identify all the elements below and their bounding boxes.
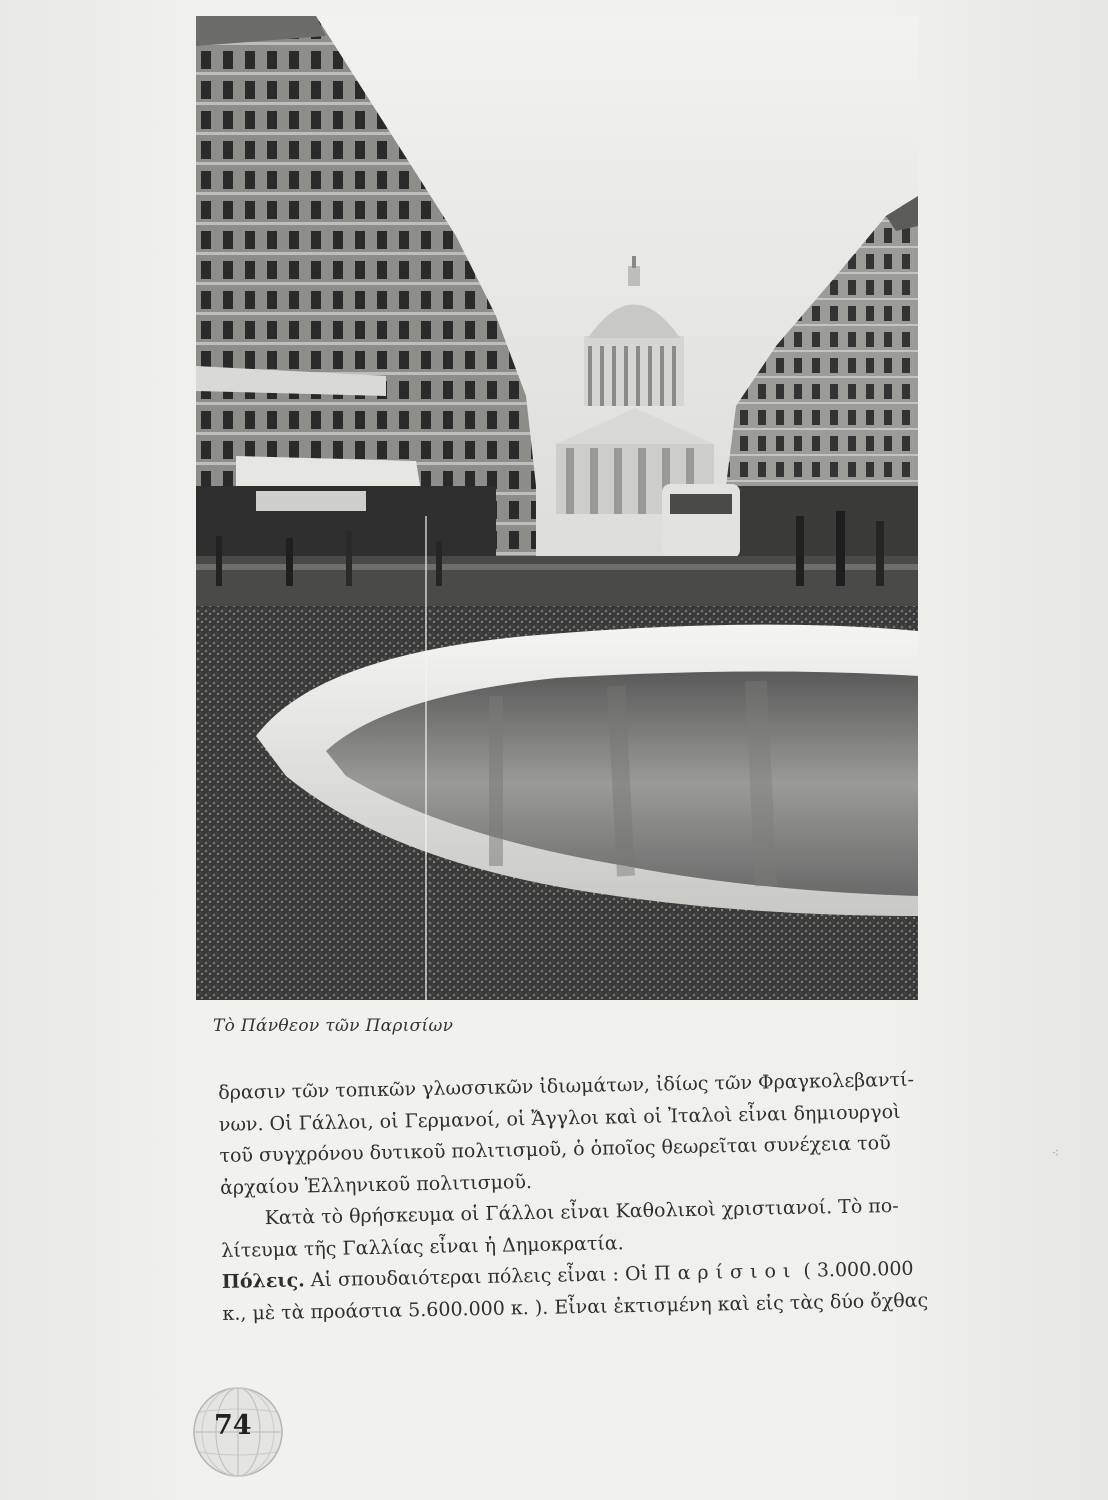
photo-caption: Τὸ Πάνθεον τῶν Παρισίων [213,1016,454,1036]
ink-speck: ⁖ [1052,1146,1060,1160]
text-line: δρασιν τῶν τοπικῶν γλωσσικῶν ἰδιωμάτων, ἰδίως τῶν Φραγκολεβαντί- [218,1068,915,1104]
text-fragment: Αἱ σπουδαιότεραι πόλεις εἶναι : [310,1263,620,1292]
text-line: κ., μὲ τὰ προάστια 5.600.000 κ. ). Εἶναι ἐκτισμένη καὶ εἰς τὰς δύο ὄχθας [222,1288,929,1325]
text-line: λίτευμα τῆς Γαλλίας εἶναι ἡ Δημοκρατία. [221,1231,624,1262]
pantheon-photograph [196,16,918,1000]
text-line: νων. Οἱ Γάλλοι, οἱ Γερμανοί, οἱ Ἄγγλοι καὶ οἱ Ἰταλοὶ εἶναι δημιουργοὶ [218,1100,901,1136]
body-text [218,1062,1053,1330]
text-line: Κατὰ τὸ θρήσκευμα οἱ Γάλλοι εἶναι Καθολικοὶ χριστιανοί. Τὸ πο- [264,1194,899,1230]
text-fragment: Οἱ [624,1262,649,1286]
text-line: ἀρχαίου Ἑλληνικοῦ πολιτισμοῦ. [219,1170,533,1199]
city-name: Παρίσιοι [653,1259,798,1285]
text-fragment: ( 3.000.000 [803,1257,914,1282]
text-line: τοῦ συγχρόνου δυτικοῦ πολιτισμοῦ, ὁ ὁποῖος θεωρεῖται συνέχεια τοῦ [219,1132,891,1167]
page-number: 74 [214,1410,252,1441]
section-heading: Πόλεις. [221,1269,305,1293]
